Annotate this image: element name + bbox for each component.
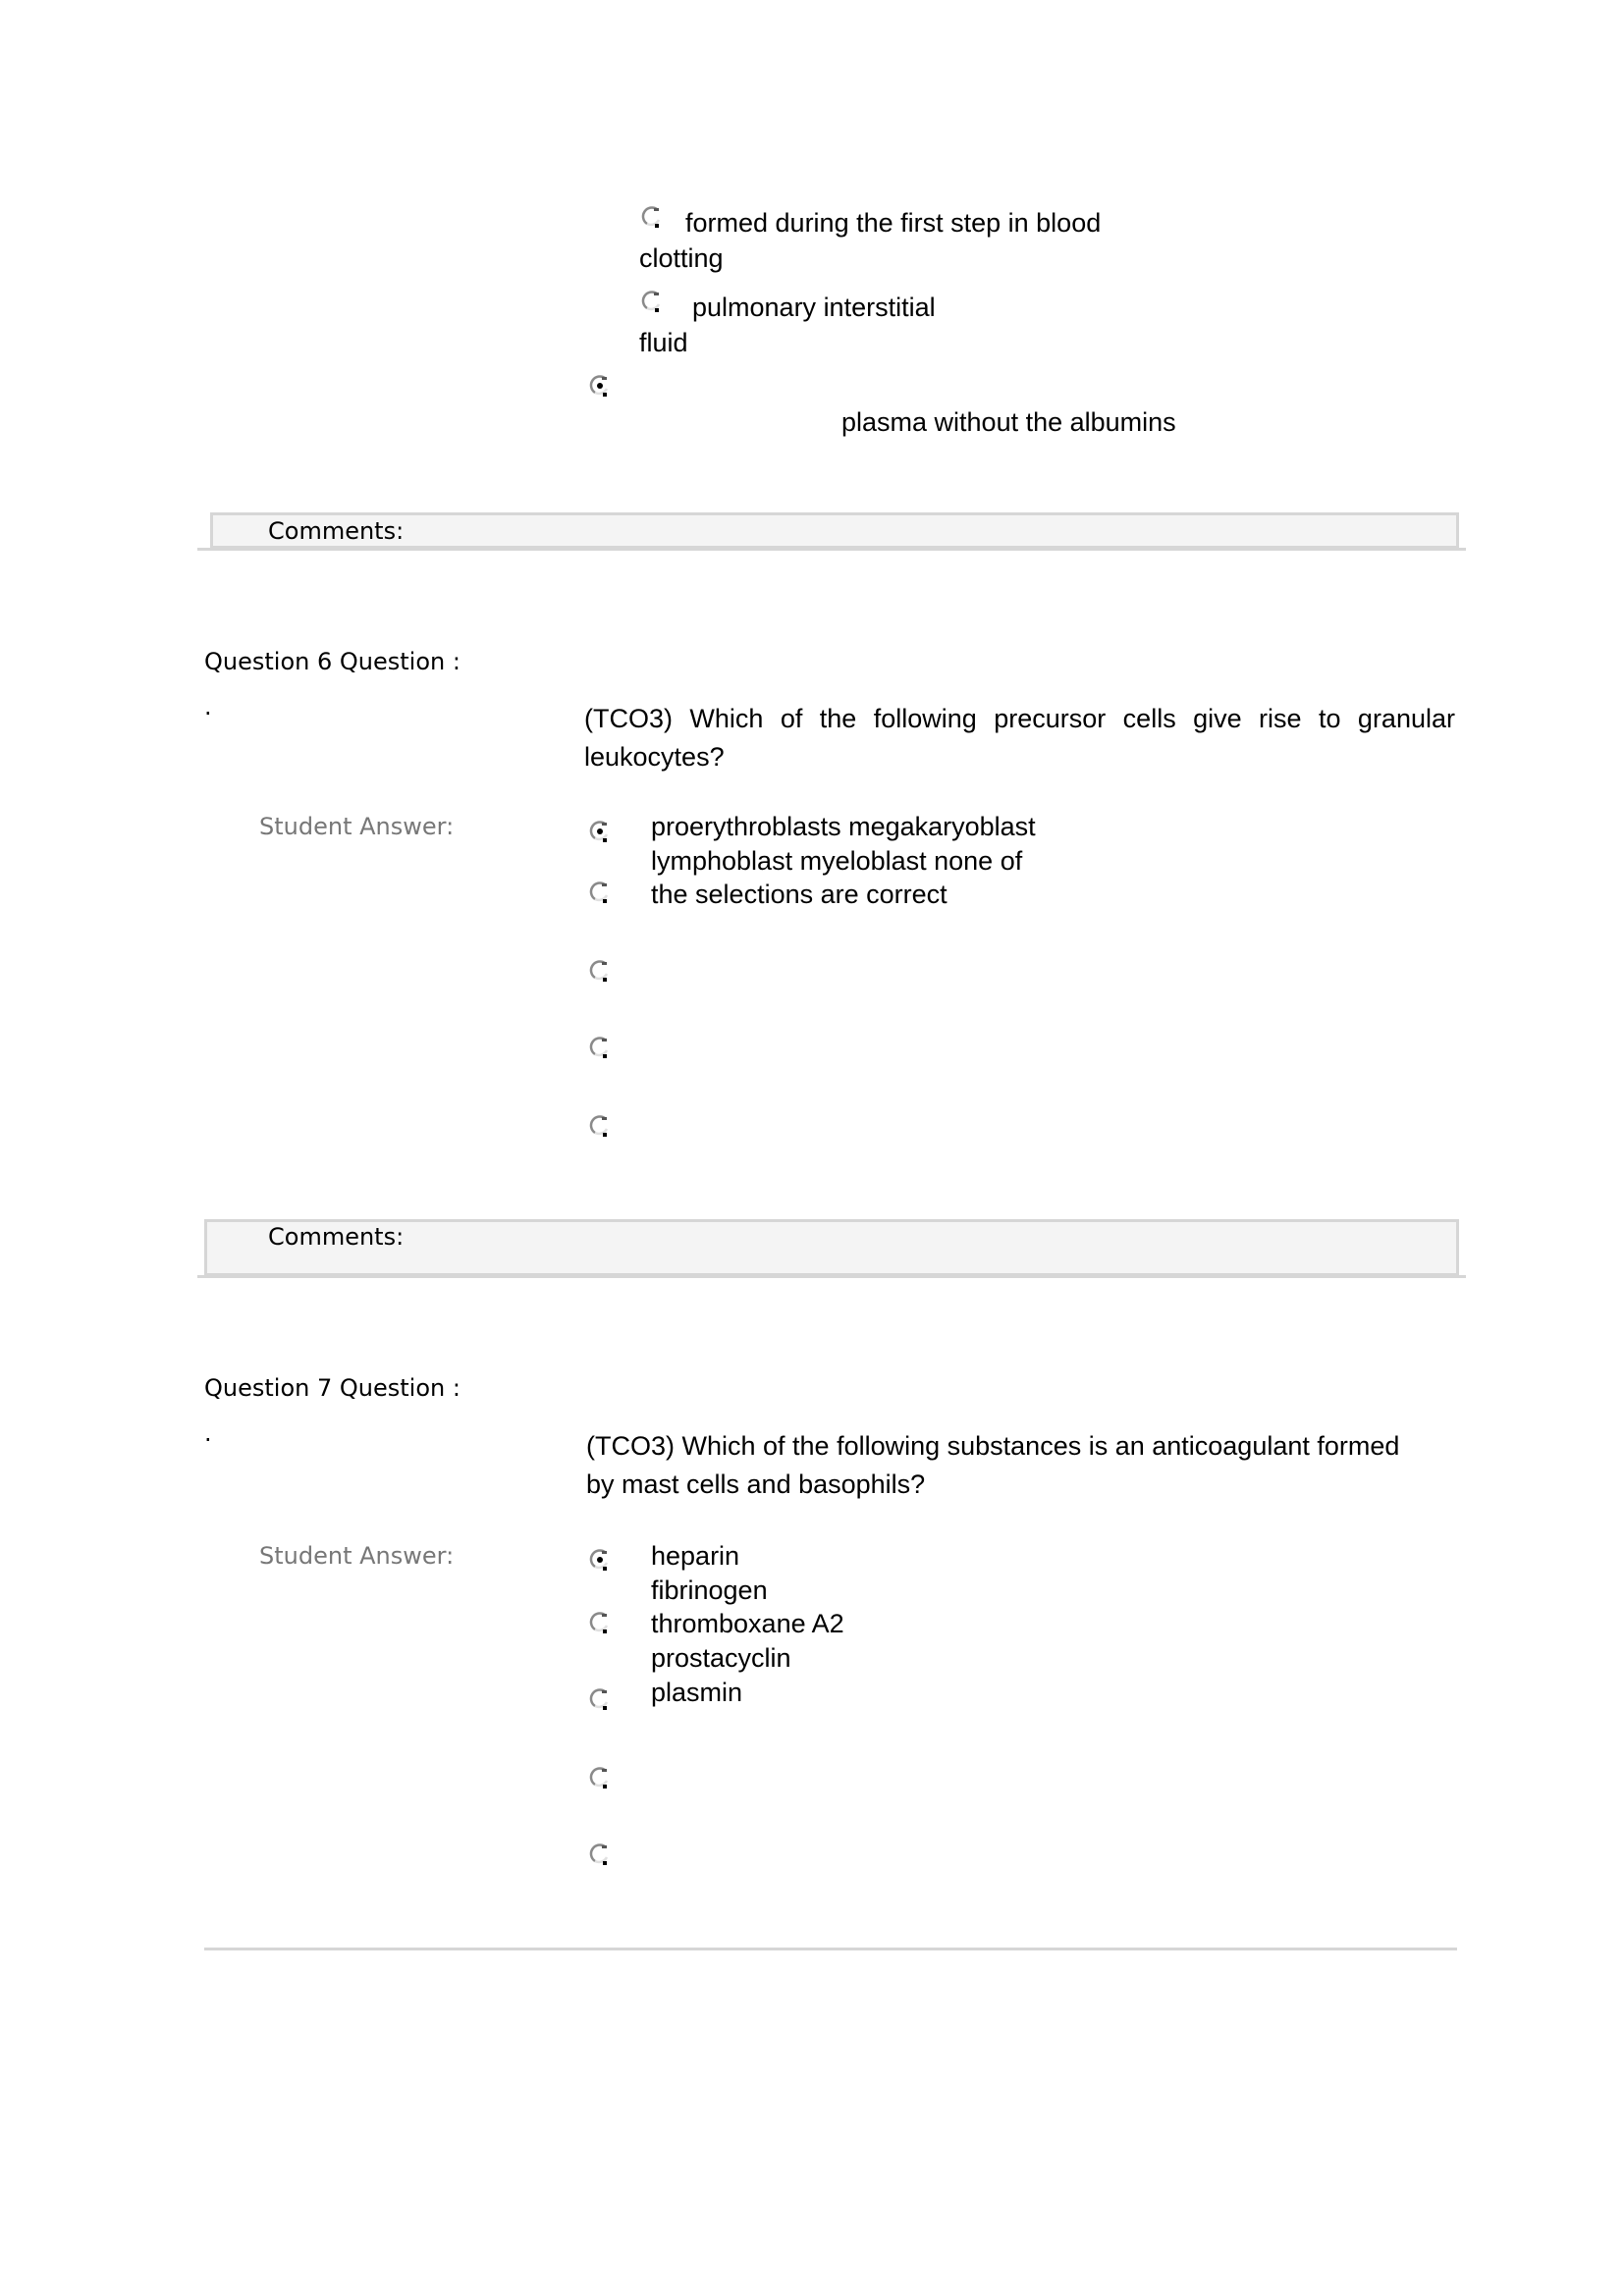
question-header: Question 7 Question : [204,1374,460,1402]
answer-option-text: thromboxane A2 [651,1609,844,1638]
answer-option-text: formed during the first step in blood [685,208,1102,238]
answer-option-text: fluid [639,328,688,357]
radio-option-unselected[interactable] [589,1612,611,1633]
radio-option-selected[interactable] [589,821,611,842]
comments-label: Comments: [268,1223,405,1251]
radio-option-unselected[interactable] [589,1115,611,1137]
question-text: by mast cells and basophils? [586,1469,926,1499]
question-text: leukocytes? [584,742,725,772]
question-text: (TCO3) Which of the following precursor cells give rise to granular [584,704,1455,733]
divider [197,1275,1466,1278]
comments-box [204,1219,1459,1276]
answer-option-text: plasma without the albumins [841,407,1176,437]
question-dot: . [204,693,212,721]
answer-option-text: plasmin [651,1678,743,1707]
radio-option-unselected[interactable] [589,1843,611,1865]
radio-option-selected[interactable] [589,1549,611,1571]
divider [197,548,1466,551]
answer-option-text: lymphoblast myeloblast none of [651,846,1023,876]
question-text: (TCO3) Which of the following substances is an anticoagulant formed [586,1431,1400,1461]
radio-option-selected[interactable] [589,375,611,397]
divider [204,1948,1457,1950]
answer-option-text: heparin [651,1541,740,1571]
question-dot: . [204,1419,212,1447]
answer-option-text: clotting [639,243,724,273]
comments-label: Comments: [268,517,405,545]
student-answer-label: Student Answer: [259,1542,455,1570]
radio-option-unselected[interactable] [589,1037,611,1058]
radio-option-unselected[interactable] [589,1688,611,1710]
answer-option-text: proerythroblasts megakaryoblast [651,812,1036,841]
radio-option-unselected[interactable] [589,960,611,982]
radio-option-unselected[interactable] [641,206,663,228]
answer-option-text: pulmonary interstitial [692,293,936,322]
comments-box [210,512,1459,549]
radio-option-unselected[interactable] [641,291,663,312]
answer-option-text: fibrinogen [651,1575,768,1605]
student-answer-label: Student Answer: [259,813,455,840]
radio-option-unselected[interactable] [589,881,611,903]
answer-option-text: prostacyclin [651,1643,791,1673]
answer-option-text: the selections are correct [651,880,947,909]
question-header: Question 6 Question : [204,648,460,675]
radio-option-unselected[interactable] [589,1767,611,1789]
